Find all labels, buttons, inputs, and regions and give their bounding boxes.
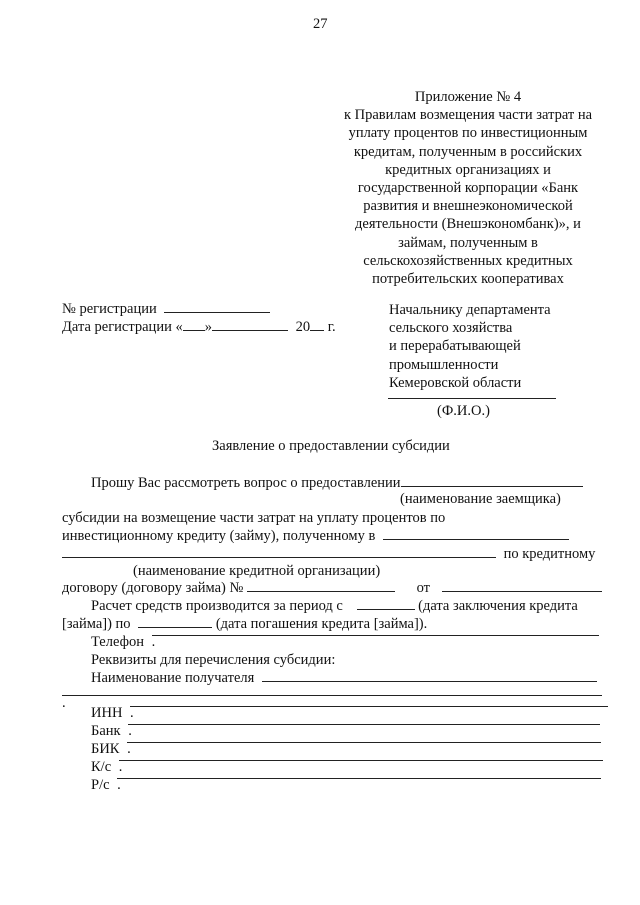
contract-number-label: договору (договору займа) № [62, 580, 244, 596]
document-heading: Заявление о предоставлении субсидии [212, 438, 450, 454]
addressee-line: Начальнику департамента [389, 302, 551, 318]
bik-row [91, 741, 601, 758]
appendix-line: кредитных организациях и [385, 161, 551, 178]
body-line-3 [62, 528, 569, 545]
appendix-line: потребительских кооперативах [372, 271, 564, 288]
registration-date-end: г. [324, 319, 336, 335]
registration-date-label: Дата регистрации « [62, 319, 183, 335]
credit-org-field-1[interactable] [383, 538, 569, 540]
credit-contract-text: по кредитному [503, 546, 596, 562]
phone-field[interactable] [152, 634, 599, 636]
bik-field[interactable] [127, 741, 601, 743]
page-number: 27 [313, 16, 328, 32]
appendix-line: кредитам, полученным в российских [353, 143, 583, 160]
inn-field[interactable] [130, 705, 608, 707]
org-caption: (наименование кредитной организации) [133, 563, 381, 579]
credit-org-field-2[interactable] [62, 556, 496, 558]
request-text: Прошу Вас рассмотреть вопрос о предоставлении [91, 475, 401, 491]
bik-label: БИК [91, 741, 120, 757]
body-line-1 [91, 475, 583, 492]
rs-label: Р/с [91, 777, 110, 793]
inn-row [91, 705, 608, 722]
addressee-line: Кемеровской области [389, 374, 522, 391]
rs-row [91, 777, 601, 794]
appendix-title: Приложение № 4 [414, 89, 522, 105]
credit-text: инвестиционному кредиту (займу), полученному в [62, 528, 376, 544]
period-label: Расчет средств производится за период с [91, 598, 343, 614]
body-line-4 [62, 546, 595, 563]
bank-label: Банк [91, 723, 121, 739]
bank-field[interactable] [128, 723, 600, 725]
body-line-7 [62, 616, 427, 633]
period-end-caption: (дата погашения кредита [займа]). [215, 616, 428, 632]
period-start-field[interactable] [357, 608, 415, 610]
registration-number-label: № регистрации [62, 301, 157, 317]
addressee-line: и перерабатывающей [389, 338, 521, 355]
appendix-line: государственной корпорации «Банк [357, 180, 579, 197]
ks-row [91, 759, 603, 776]
appendix-line: деятельности (Внешэкономбанк)», и [355, 216, 581, 233]
contract-from-label: от [416, 580, 430, 596]
recipient-label: Наименование получателя [91, 670, 255, 686]
phone-row [91, 634, 599, 651]
borrower-caption: (наименование заемщика) [400, 491, 561, 507]
addressee-line: сельского хозяйства [389, 320, 513, 337]
appendix-line: развития и внешнеэкономической [363, 198, 573, 215]
appendix-line: уплату процентов по инвестиционным [348, 125, 588, 142]
registration-year-field[interactable] [310, 329, 324, 331]
borrower-name-field[interactable] [401, 485, 583, 487]
phone-label: Телефон [91, 634, 144, 650]
appendix-block [330, 88, 606, 288]
appendix-line: займам, полученным в [398, 234, 538, 251]
inn-label: ИНН [91, 705, 123, 721]
contract-number-field[interactable] [247, 590, 395, 592]
registration-year-prefix: 20 [295, 319, 311, 335]
body-line-5 [62, 580, 602, 597]
rs-field[interactable] [117, 777, 601, 779]
period-end-field[interactable] [138, 626, 212, 628]
body-line-6 [91, 598, 578, 615]
registration-day-field[interactable] [183, 329, 205, 331]
ks-label: К/с [91, 759, 112, 775]
registration-number [62, 301, 270, 318]
registration-number-field[interactable] [164, 311, 270, 313]
recipient-field-2[interactable] [62, 695, 602, 696]
period-end-label: [займа]) по [62, 616, 131, 632]
bank-row [91, 723, 600, 740]
registration-date-mid: » [204, 319, 212, 335]
fio-caption: (Ф.И.О.) [437, 403, 490, 419]
appendix-line: к Правилам возмещения части затрат на [343, 107, 593, 124]
period-start-caption: (дата заключения кредита [418, 598, 578, 614]
contract-date-field[interactable] [442, 590, 602, 592]
appendix-line: сельскохозяйственных кредитных [363, 252, 573, 269]
recipient-row [91, 670, 597, 687]
addressee-line: промышленности [389, 356, 499, 373]
addressee-block [389, 301, 551, 392]
ks-field[interactable] [119, 759, 603, 761]
body-line-2: субсидии на возмещение части затрат на уплату процентов по [62, 510, 446, 526]
registration-month-field[interactable] [212, 329, 288, 331]
fio-field[interactable] [388, 398, 556, 399]
requisites-label: Реквизиты для перечисления субсидии: [91, 652, 336, 668]
recipient-field-1[interactable] [262, 680, 597, 682]
registration-date [62, 319, 336, 336]
